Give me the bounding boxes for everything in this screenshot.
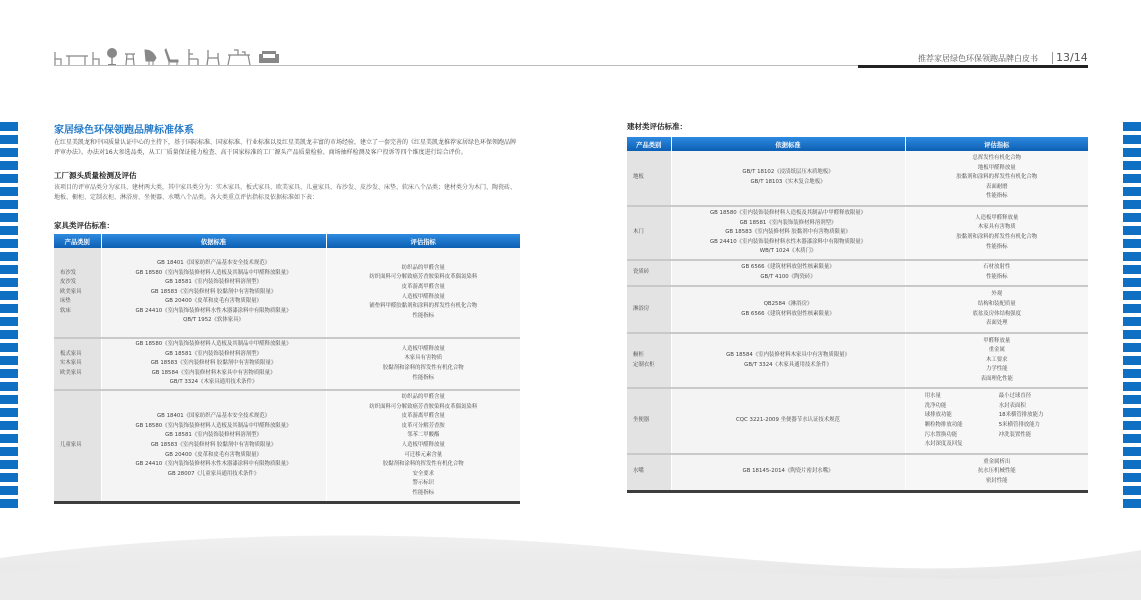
indicator-text: 胶黏剂和涂料的挥发性有机化合物 xyxy=(382,365,464,371)
indicator-cell xyxy=(905,260,1088,286)
category-text: 欧美家具 xyxy=(60,369,82,376)
indicator-text: 性能指标 xyxy=(985,274,1008,280)
indicator-text: 甲醛释放量 xyxy=(983,337,1011,344)
indicator-text: 纺织面料可分解致癌芳香胺染料皮革偶氮染料 xyxy=(369,403,478,410)
indicator-text: 最小过球直径 xyxy=(998,393,1032,400)
indicator-text: 胶黏剂和涂料的挥发性有机化合物 xyxy=(382,461,464,468)
indicator-text: 木家具有害物质 xyxy=(404,355,443,362)
furniture-icon-strip xyxy=(54,46,280,66)
indicator-text: 皮革可分解芳香胺 xyxy=(401,422,445,429)
standard-text: QB/T 1952《软体家具》 xyxy=(183,317,244,324)
standard-text: GB 28007《儿童家具通用技术条件》 xyxy=(167,470,260,477)
standard-cell xyxy=(671,286,905,333)
indicator-cell xyxy=(905,151,1088,206)
category-text: 木门 xyxy=(633,229,644,236)
indicator-text: 皮革游离甲醛含量 xyxy=(401,413,445,420)
indicator-text: 用水量 xyxy=(924,393,941,400)
standard-text: QB2584《淋浴房》 xyxy=(763,300,813,307)
header-category: 产品类别 xyxy=(54,234,101,248)
indicator-text: 密封性能 xyxy=(985,478,1008,485)
indicator-text: 警示标识 xyxy=(412,480,435,487)
indicator-text: 表面理化性能 xyxy=(980,375,1013,382)
bottom-wave-decoration xyxy=(0,510,1141,600)
category-text: 橱柜 xyxy=(633,351,644,358)
right-stripe-decoration xyxy=(1123,122,1141,508)
indicator-text: 人造板甲醛释放量 xyxy=(401,441,445,448)
desk-icon xyxy=(226,48,252,66)
indicator-cell xyxy=(326,248,520,338)
indicator-text: 皮革游离甲醛含量 xyxy=(401,283,445,290)
standard-text: GB 18580《室内装饰装修材料人造板及其制品中甲醛释放限量》 xyxy=(135,422,292,429)
standard-text: GB 18581《室内装饰装修材料溶剂型》 xyxy=(165,350,262,357)
category-text: 床垫 xyxy=(60,298,71,305)
building-table-title: 建材类评估标准： xyxy=(627,122,687,131)
stool-icon xyxy=(124,48,136,66)
indicator-text: 结构和装配质量 xyxy=(977,300,1016,307)
category-cell xyxy=(627,151,671,206)
indicator-text: 性能指标 xyxy=(412,489,435,496)
standard-cell xyxy=(671,206,905,260)
indicator-text: 总挥发性有机化合物 xyxy=(972,155,1022,162)
category-text: 板式家具 xyxy=(60,350,82,357)
standard-text: CQC 3221-2009 坐便器节水认证技术规范 xyxy=(736,417,840,424)
furniture-table-title: 家具类评估标准： xyxy=(54,221,114,230)
indicator-text: 胶黏剂和涂料的挥发性有机化合物 xyxy=(956,234,1038,240)
standard-text: GB 18583《室内装修材料 胶黏剂中有害物质限量》 xyxy=(150,360,277,367)
standard-text: GB 18401《国家纺织产品基本安全技术规范》 xyxy=(157,413,270,420)
standard-text: GB 24410《室内装饰装修材料水性木器漆涂料中有限物质限量》 xyxy=(135,307,292,314)
standard-cell xyxy=(101,390,326,502)
indicator-cell xyxy=(905,388,1088,454)
indicator-text: 外观 xyxy=(991,291,1003,298)
table-row xyxy=(627,206,1088,260)
standard-text: GB 18581《室内装饰装修材料溶剂型》 xyxy=(165,432,262,439)
table-header-row xyxy=(54,234,520,248)
indicator-text: 性能指标 xyxy=(985,193,1008,200)
indicator-text: 性能指标 xyxy=(412,374,435,381)
standard-text: GB 18584《室内装修材料木家具中有害物质限量》 xyxy=(151,369,276,376)
category-cell xyxy=(54,338,101,390)
category-text: 水嘴 xyxy=(633,468,644,475)
header-accent-bar xyxy=(858,65,1088,68)
standard-cell xyxy=(671,260,905,286)
factory-section-text: 该项目的评审品类分为家具、建材两大类，其中家具类分为：实木家具、板式家具、欧美家具、儿童家具、布沙发、皮沙发、床垫、软床八个品类；建材类分为木门、陶瓷砖、地板、橱柜、定制衣柜、淋浴房、坐便器、水嘴八个品类。各大类重点评估指标及依据标准如下表： xyxy=(54,184,517,201)
table-row xyxy=(627,333,1088,388)
table-row xyxy=(627,151,1088,206)
indicator-text: 地板甲醛释放量 xyxy=(977,164,1016,171)
standard-text: GB 18145-2014《陶瓷片密封水嘴》 xyxy=(742,468,834,475)
header-separator xyxy=(1052,52,1053,64)
page-number: 13/14 xyxy=(1056,51,1088,64)
category-text: 瓷质砖 xyxy=(633,269,650,276)
table-row xyxy=(627,454,1088,491)
indicator-text: 人造板甲醛释放量 xyxy=(401,345,445,352)
table-chairs-icon xyxy=(54,50,100,66)
indicator-text: 球排放功能 xyxy=(924,412,952,419)
category-cell xyxy=(54,248,101,338)
indicator-text: 水封表面积 xyxy=(998,402,1026,409)
table-row xyxy=(54,390,520,502)
table-row xyxy=(627,388,1088,454)
indicator-text: 颗粒物排放功能 xyxy=(924,422,963,428)
indicator-text: 重金属 xyxy=(988,347,1005,354)
category-text: 皮沙发 xyxy=(60,279,77,286)
standard-text: GB 18580《室内装饰装修材料人造板及其制品中甲醛释放限量》 xyxy=(709,210,867,217)
indicator-text: 洗净功能 xyxy=(924,402,947,409)
category-cell xyxy=(627,454,671,491)
table-row xyxy=(54,338,520,390)
header-indicator: 评估指标 xyxy=(326,234,520,248)
indicator-text: 重金属析出 xyxy=(983,458,1011,465)
standard-cell xyxy=(671,151,905,206)
indicator-text: 污水置换功能 xyxy=(924,431,958,438)
intro-paragraph: 在红星美凯龙和中国质量认证中心的主持下，基于国际标准、国家标准、行业标准以及红星美凯龙丰富的市场经验，建立了一套完善的《红星美凯龙推荐家居绿色环保领跑品牌评审办法》。办法对16大参选品类，从工厂质量保证能力检查、高于国家标准的工厂源头产品质量检验、商场抽样检测及客户投诉等四个维度进行综合评价。 xyxy=(54,139,517,156)
indicator-text: 人造板甲醛释放量 xyxy=(401,293,445,300)
indicator-text: 性能指标 xyxy=(412,312,435,319)
indicator-text: 胶黏剂和涂料的挥发性有机化合物 xyxy=(956,174,1038,181)
category-text: 淋浴房 xyxy=(633,305,650,312)
indicator-text: 力学性能 xyxy=(985,366,1008,373)
indicator-cell xyxy=(905,333,1088,388)
standard-text: GB 18581《室内装饰装修材料溶剂型》 xyxy=(739,219,837,226)
standard-text: GB 6566《建筑材料放射性核素限量》 xyxy=(741,264,835,271)
swan-chair-icon xyxy=(142,48,158,66)
indicator-text: 可迁移元素含量 xyxy=(404,451,443,458)
indicator-text: 底盆及房体结构强度 xyxy=(972,310,1022,317)
table-row xyxy=(54,248,520,338)
indicator-cell xyxy=(905,206,1088,260)
chair-icon xyxy=(106,48,118,66)
indicator-text: 5米横管排放能力 xyxy=(998,422,1040,428)
indicator-text: 表面耐磨 xyxy=(985,183,1008,190)
table-row xyxy=(627,260,1088,286)
indicator-text: 抗水压机械性能 xyxy=(977,468,1016,475)
category-text: 实木家具 xyxy=(60,360,82,367)
standard-text: GB/T 3324《木家具通用技术条件》 xyxy=(169,379,258,386)
category-cell xyxy=(627,286,671,333)
category-text: 定制衣柜 xyxy=(633,361,655,368)
standard-text: GB 20400《皮革和皮毛有害物质限量》 xyxy=(165,298,262,305)
standard-text: GB 18580《室内装饰装修材料人造板及其制品中甲醛释放限量》 xyxy=(135,269,292,276)
standard-text: GB 24410《室内装饰装修材料水性木器漆涂料中有限物质限量》 xyxy=(709,238,867,245)
left-stripe-decoration xyxy=(0,122,18,508)
indicator-text: 冲洗装置性能 xyxy=(998,431,1032,438)
header-title: 推荐家居绿色环保领跑品牌白皮书 xyxy=(918,54,1038,63)
category-cell xyxy=(627,388,671,454)
factory-section-title: 工厂源头质量检测及评估 xyxy=(54,171,137,180)
tulip-chair-icon xyxy=(206,48,220,66)
indicator-column-right xyxy=(999,392,1069,450)
indicator-text: 表面处理 xyxy=(985,320,1008,327)
category-cell xyxy=(54,390,101,502)
standard-text: GB 18401《国家纺织产品基本安全技术规范》 xyxy=(157,259,270,266)
indicator-text: 人造板甲醛释放量 xyxy=(975,214,1019,221)
indicator-cell xyxy=(326,390,520,502)
table-row xyxy=(627,286,1088,333)
standard-text: GB 24410《室内装饰装修材料水性木器漆涂料中有限物质限量》 xyxy=(135,461,292,468)
header-rule xyxy=(54,65,916,66)
category-text: 布沙发 xyxy=(60,269,77,276)
standard-text: GB 6566《建筑材料放射性核素限量》 xyxy=(741,310,835,317)
standard-text: GB 18583《室内装修材料 胶黏剂中有害物质限量》 xyxy=(150,288,277,295)
standard-cell xyxy=(101,248,326,338)
indicator-text: 石材放射性 xyxy=(983,264,1011,271)
table-header-row xyxy=(627,137,1088,151)
standard-text: WB/T 1024《木质门》 xyxy=(759,248,817,255)
sofa-icon xyxy=(258,48,280,66)
header-standard: 依据标准 xyxy=(671,137,905,151)
standard-cell xyxy=(671,454,905,491)
standard-text: GB/T 4100《陶瓷砖》 xyxy=(760,274,816,280)
indicator-cell xyxy=(905,286,1088,333)
lounge-chair-icon xyxy=(164,48,180,66)
category-cell xyxy=(627,333,671,388)
indicator-text: 纺织品的甲醛含量 xyxy=(401,393,445,400)
standard-text: GB/T 18102《浸渍纸层压木质地板》 xyxy=(742,169,834,176)
indicator-column-left xyxy=(925,392,995,450)
standard-text: GB 18580《室内装饰装修材料人造板及其制品中甲醛释放限量》 xyxy=(135,341,292,348)
indicator-two-column-list xyxy=(906,392,1089,450)
main-title: 家居绿色环保领跑品牌标准体系 xyxy=(54,125,194,136)
indicator-text: 木家具有害物质 xyxy=(977,224,1016,231)
header-standard: 依据标准 xyxy=(101,234,326,248)
standard-text: GB 18583《室内装修材料 胶黏剂中有害物质限量》 xyxy=(725,229,851,236)
standard-text: GB 18583《室内装修材料 胶黏剂中有害物质限量》 xyxy=(150,441,277,448)
category-text: 软床 xyxy=(60,307,71,314)
header-category: 产品类别 xyxy=(627,137,671,151)
standard-cell xyxy=(101,338,326,390)
category-text: 地板 xyxy=(633,174,644,181)
building-materials-standards-table xyxy=(627,137,1088,493)
standard-cell xyxy=(671,333,905,388)
category-text: 欧美家具 xyxy=(60,288,82,295)
header-indicator: 评估指标 xyxy=(905,137,1088,151)
standard-text: GB 20400《皮革和皮毛有害物质限量》 xyxy=(165,451,262,458)
indicator-text: 18米横管排放能力 xyxy=(998,412,1044,419)
standard-text: GB 18581《室内装饰装修材料溶剂型》 xyxy=(165,279,262,286)
indicator-text: 铺垫料甲醛胶黏剂和涂料的挥发性有机化合物 xyxy=(369,303,478,310)
furniture-standards-table xyxy=(54,234,520,504)
standard-text: GB/T 3324《木家具通用技术条件》 xyxy=(744,361,832,368)
indicator-cell xyxy=(905,454,1088,491)
standard-text: GB/T 18103《实木复合地板》 xyxy=(750,179,826,185)
category-text: 坐便器 xyxy=(633,417,650,424)
category-cell xyxy=(627,206,671,260)
indicator-cell xyxy=(326,338,520,390)
indicator-text: 木工要求 xyxy=(985,356,1008,363)
category-text: 儿童家具 xyxy=(60,441,82,448)
indicator-text: 纺织品的甲醛含量 xyxy=(401,264,445,271)
standard-cell xyxy=(671,388,905,454)
indicator-text: 安全要求 xyxy=(412,470,435,477)
indicator-text: 水封深度及回复 xyxy=(924,441,963,448)
standard-text: GB 18584《室内装修材料木家具中有害物质限量》 xyxy=(726,351,850,358)
indicator-text: 性能指标 xyxy=(985,243,1008,250)
indicator-text: 纺织面料可分解致癌芳香胺染料皮革偶氮染料 xyxy=(369,274,478,281)
category-cell xyxy=(627,260,671,286)
indicator-text: 邻苯二甲酸酯 xyxy=(407,432,440,439)
wing-chair-icon xyxy=(186,48,200,66)
